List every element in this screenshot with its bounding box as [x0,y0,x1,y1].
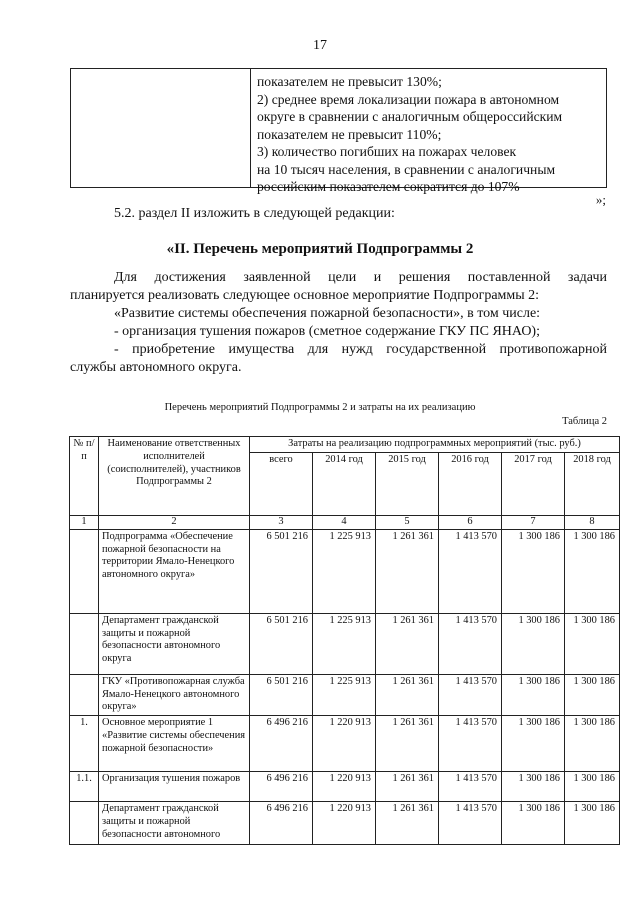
cost-value: 6 496 216 [250,802,313,845]
table-header-row [70,437,620,453]
cost-value: 1 413 570 [439,613,502,674]
cost-value: 1 300 186 [565,613,620,674]
header-year: 2014 год [313,453,376,516]
cost-value: 1 261 361 [376,772,439,802]
paragraph-line: «Развитие системы обеспечения пожарной безопасности», в том числе: [114,306,541,321]
body-text [70,269,607,377]
cost-value: 1 300 186 [502,529,565,613]
paragraph-line: - приобретение имущества для нужд государственной противопожарной [114,342,607,357]
row-name: Департамент гражданской защиты и пожарной безопасности автономного [99,802,250,845]
cost-value: 6 501 216 [250,613,313,674]
paragraph-line: службы автономного округа. [70,360,242,375]
table-row [70,613,620,674]
continuation-table [70,68,607,194]
header-year: всего [250,453,313,516]
column-number: 7 [502,516,565,530]
header-name: Наименование ответственных исполнителей (соисполнителей), участников Подпрограммы 2 [99,437,250,516]
table-row [70,802,620,845]
table-row [70,716,620,772]
closing-quote: »; [595,192,606,207]
cost-value: 1 300 186 [502,716,565,772]
column-number: 2 [99,516,250,530]
cost-value: 1 300 186 [565,674,620,715]
cost-value: 1 225 913 [313,613,376,674]
cost-value: 1 261 361 [376,802,439,845]
continuation-line: округе в сравнении с аналогичным общероссийским [257,109,563,124]
cost-value: 1 413 570 [439,674,502,715]
cost-value: 1 300 186 [502,772,565,802]
table-row [70,529,620,613]
table-body [70,437,620,845]
header-year: 2018 год [565,453,620,516]
row-name: Департамент гражданской защиты и пожарной безопасности автономного округа [99,613,250,674]
cost-value: 6 501 216 [250,529,313,613]
continuation-line: 2) среднее время локализации пожара в автономном [257,91,560,107]
row-name: Организация тушения пожаров [99,772,250,802]
cost-value: 1 261 361 [376,613,439,674]
cost-value: 1 261 361 [376,529,439,613]
continuation-line: показателем не превысит 110%; [257,126,442,142]
row-number: 1. [70,716,99,772]
row-number [70,674,99,715]
row-number [70,802,99,845]
column-number: 3 [250,516,313,530]
row-number [70,529,99,613]
section-heading: «II. Перечень мероприятий Подпрограммы 2 [166,241,474,257]
continuation-line: на 10 тысяч населения, в сравнении с аналогичным [257,161,556,177]
cost-value: 6 496 216 [250,716,313,772]
cost-value: 1 300 186 [565,772,620,802]
paragraph-line: планируется реализовать следующее основное мероприятие Подпрограммы 2: [70,288,540,303]
continuation-line: 3) количество погибших на пожарах человек [257,144,517,159]
page-number: 17 [313,38,327,53]
section-intro: 5.2. раздел II изложить в следующей редакции: [114,206,395,221]
cost-value: 1 300 186 [565,716,620,772]
cost-value: 1 413 570 [439,772,502,802]
cost-value: 1 413 570 [439,529,502,613]
cost-value: 1 300 186 [502,613,565,674]
header-costs: Затраты на реализацию подпрограммных мероприятий (тыс. руб.) [250,437,620,453]
column-number: 1 [70,516,99,530]
row-number [70,613,99,674]
table-row [70,674,620,715]
table-column-numbers-row [70,516,620,530]
row-name: Подпрограмма «Обеспечение пожарной безопасности на территории Ямало-Ненецкого автономного округа» [99,529,250,613]
header-num: № п/п [70,437,99,516]
cost-value: 1 225 913 [313,529,376,613]
cost-value: 1 225 913 [313,674,376,715]
cost-value: 1 300 186 [565,802,620,845]
column-number: 4 [313,516,376,530]
measures-table [69,436,620,845]
header-year: 2015 год [376,453,439,516]
cost-value: 1 413 570 [439,802,502,845]
paragraph-line: Для достижения заявленной цели и решения поставленной задачи [114,270,607,285]
cost-value: 1 300 186 [502,802,565,845]
cost-value: 6 496 216 [250,772,313,802]
column-number: 6 [439,516,502,530]
table-caption: Перечень мероприятий Подпрограммы 2 и затраты на их реализацию [164,402,476,413]
header-year: 2017 год [502,453,565,516]
continuation-cell [257,73,602,196]
cost-value: 1 261 361 [376,674,439,715]
continuation-line: показателем не превысит 130%; [257,74,442,89]
table-row [70,772,620,802]
cost-value: 6 501 216 [250,674,313,715]
cost-value: 1 300 186 [565,529,620,613]
table-label: Таблица 2 [562,416,607,427]
row-name: Основное мероприятие 1 «Развитие системы обеспечения пожарной безопасности» [99,716,250,772]
cost-value: 1 220 913 [313,772,376,802]
table-divider [250,69,251,187]
row-name: ГКУ «Противопожарная служба Ямало-Ненецкого автономного округа» [99,674,250,715]
header-year: 2016 год [439,453,502,516]
cost-value: 1 413 570 [439,716,502,772]
cost-value: 1 261 361 [376,716,439,772]
row-number: 1.1. [70,772,99,802]
column-number: 8 [565,516,620,530]
cost-value: 1 220 913 [313,802,376,845]
column-number: 5 [376,516,439,530]
continuation-line: российским показателем сократится до 107% [257,179,520,194]
paragraph-line: - организация тушения пожаров (сметное содержание ГКУ ПС ЯНАО); [114,324,540,339]
cost-value: 1 300 186 [502,674,565,715]
cost-value: 1 220 913 [313,716,376,772]
